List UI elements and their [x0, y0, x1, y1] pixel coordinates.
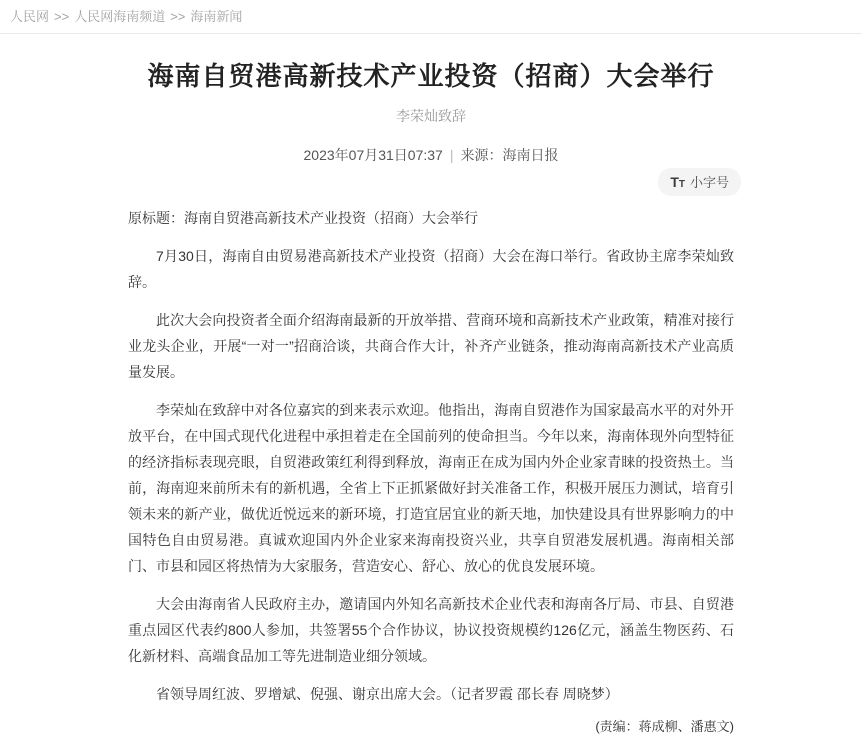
font-size-button-label: 小字号 — [689, 175, 729, 190]
article-paragraph: 7月30日，海南自由贸易港高新技术产业投资（招商）大会在海口举行。省政协主席李荣灿致辞。 — [128, 248, 734, 290]
article-header — [0, 59, 862, 165]
article-subtitle: 李荣灿致辞 — [396, 108, 466, 124]
article-paragraph: 大会由海南省人民政府主办，邀请国内外知名高新技术企业代表和海南各厅局、市县、自贸港重点园区代表约800人参加，共签署55个合作协议，协议投资规模约126亿元，涵盖生物医药、石化新材料、高端食品加工等先进制造业细分领域。 — [128, 596, 734, 664]
article-paragraph: 省领导周红波、罗增斌、倪强、谢京出席大会。（记者罗霞 邵长春 周晓梦） — [156, 686, 619, 702]
breadcrumb-link-hainan-channel[interactable]: 人民网海南频道 — [74, 9, 166, 24]
editors-credit: (责编：蒋成柳、潘惠文) — [595, 719, 734, 734]
breadcrumb-link-people-net[interactable]: 人民网 — [10, 9, 50, 24]
breadcrumb-link-hainan-news[interactable]: 海南新闻 — [190, 9, 243, 24]
page-title: 海南自贸港高新技术产业投资（招商）大会举行 — [147, 61, 715, 91]
article-paragraph: 李荣灿在致辞中对各位嘉宾的到来表示欢迎。他指出，海南自贸港作为国家最高水平的对外开放平台，在中国式现代化进程中承担着走在全国前列的使命担当。今年以来，海南体现外向型特征的经济指标表现亮眼，自贸港政策红利得到释放，海南正在成为国内外企业家青睐的投资热土。当前，海南迎来前所未有的新机遇，全省上下正抓紧做好封关准备工作，积极开展压力测试，培育引领未来的新产业，做优近悦远来的新环境，打造宜居宜业的新天地，加快建设具有世界影响力的中国特色自由贸易港。真诚欢迎国内外企业家来海南投资兴业，共享自贸港发展机遇。海南相关部门、市县和园区将热情为大家服务，营造安心、舒心、放心的优良发展环境。 — [128, 402, 734, 574]
dateline-divider: | — [449, 147, 454, 163]
article-paragraph: 此次大会向投资者全面介绍海南最新的开放举措、营商环境和高新技术产业政策，精准对接行业龙头企业，开展“一对一”招商洽谈，共商合作大计，补齐产业链条，推动海南高新技术产业高质量发展。 — [128, 312, 734, 380]
original-title-line: 原标题：海南自贸港高新技术产业投资（招商）大会举行 — [128, 210, 478, 226]
article-dateline — [0, 145, 862, 165]
publish-date: 2023年07月31日07:37 — [303, 147, 443, 163]
font-size-icon: T — [670, 174, 679, 190]
article-body — [128, 205, 734, 740]
breadcrumb — [0, 0, 862, 34]
article-toolbar — [121, 168, 741, 194]
breadcrumb-separator: >> — [54, 9, 70, 24]
breadcrumb-separator: >> — [170, 9, 186, 24]
font-size-button[interactable] — [658, 168, 741, 196]
source-label: 来源： — [460, 147, 503, 163]
source-name: 海南日报 — [502, 147, 559, 163]
font-size-icon-small: T — [678, 179, 685, 190]
